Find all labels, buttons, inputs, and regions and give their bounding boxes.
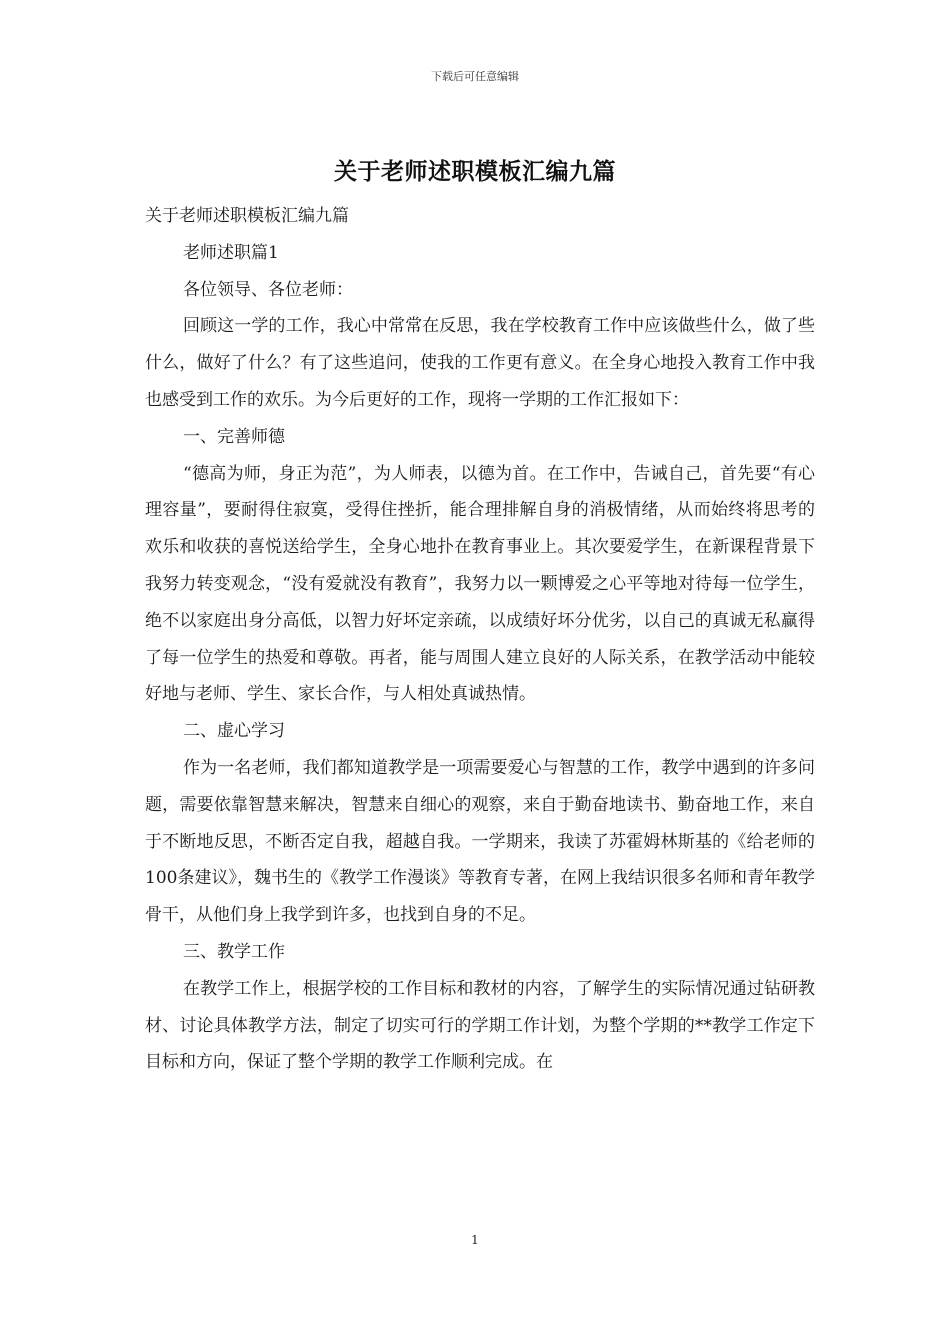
subtitle: 关于老师述职模板汇编九篇 (145, 206, 349, 226)
page-number: 1 (471, 1233, 479, 1247)
paragraph: 作为一名老师，我们都知道教学是一项需要爱心与智慧的工作，教学中遇到的许多问题，需要依靠智慧来解决，智慧来自细心的观察，来自于勤奋地读书、勤奋地工作，来自于不断地反思，不断否定自我，超越自我。一学期来，我读了苏霍姆林斯基的《给老师的100条建议》，魏书生的《教学工作漫谈》等教育专著，在网上我结识很多名师和青年教学骨干，从他们身上我学到许多，也找到自身的不足。 (145, 757, 815, 926)
section-heading: 二、虚心学习 (183, 721, 285, 742)
salutation: 各位领导、各位老师： (183, 279, 353, 300)
section-heading: 老师述职篇1 (183, 242, 279, 263)
document-title: 关于老师述职模板汇编九篇 (334, 158, 616, 185)
header-note: 下载后可任意编辑 (431, 70, 519, 83)
section-heading: 一、完善师德 (183, 426, 285, 447)
paragraph: “德高为师，身正为范”，为人师表，以德为首。在工作中，告诫自己，首先要“有心理容量”，要耐得住寂寞，受得住挫折，能合理排解自身的消极情绪，从而始终将思考的欢乐和收获的喜悦送给学生，全身心地扑在教育事业上。其次要爱学生，在新课程背景下我努力转变观念，“没有爱就没有教育”，我努力以一颗博爱之心平等地对待每一位学生，绝不以家庭出身分高低，以智力好坏定亲疏，以成绩好坏分优劣，以自己的真诚无私赢得了每一位学生的热爱和尊敬。再者，能与周围人建立良好的人际关系，在教学活动中能较好地与老师、学生、家长合作，与人相处真诚热情。 (145, 463, 815, 705)
section-heading: 三、教学工作 (183, 941, 285, 962)
paragraph: 回顾这一学的工作，我心中常常在反思，我在学校教育工作中应该做些什么，做了些什么，做好了什么？有了这些追问，使我的工作更有意义。在全身心地投入教育工作中我也感受到工作的欢乐。为今后更好的工作，现将一学期的工作汇报如下： (145, 316, 815, 410)
paragraph: 在教学工作上，根据学校的工作目标和教材的内容，了解学生的实际情况通过钻研教材、讨论具体教学方法，制定了切实可行的学期工作计划，为整个学期的**教学工作定下目标和方向，保证了整个学期的教学工作顺利完成。在 (145, 978, 815, 1073)
document-body (145, 198, 815, 1081)
